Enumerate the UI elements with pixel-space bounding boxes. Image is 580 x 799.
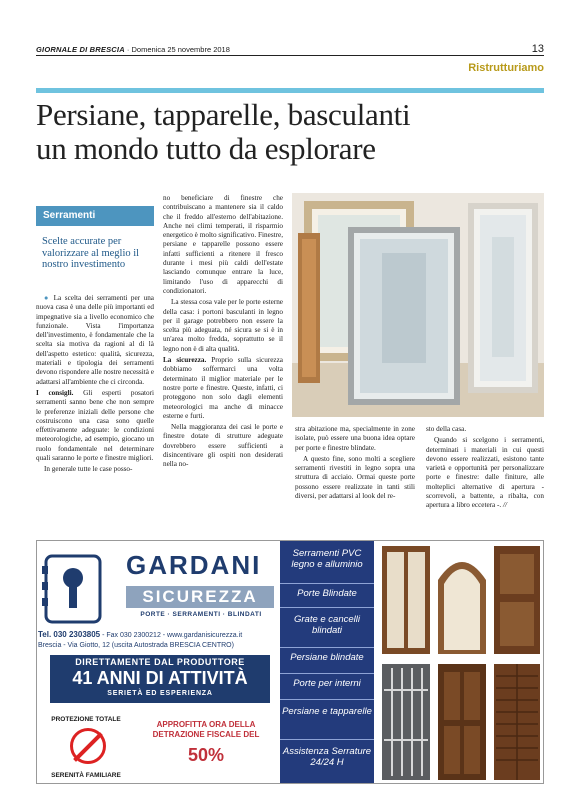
page-number: 13: [531, 43, 544, 55]
ad-menu-item: Grate e cancelli blindati: [280, 608, 374, 648]
article-headline: [36, 98, 546, 166]
window-illustration: [292, 193, 544, 417]
paragraph: stra abitazione ma, specialmente in zone isolate, può essere una buona idea optare per porte e finestre blindate.: [295, 425, 415, 452]
ad-menu-item: Assistenza Serrature 24/24 H: [282, 746, 372, 768]
section-accent-bar: [36, 88, 544, 93]
advertisement-border: [36, 540, 544, 784]
paragraph: A questo fine, sono molti a scegliere serramenti rivestiti in legno sopra una struttura di acciaio. Ormai queste porte possono essere realizzate in tanti stili diversi, per adattarsi al look del re-: [295, 454, 415, 501]
article-photo-windows: [292, 193, 544, 417]
paragraph: Nella maggioranza dei casi le porte e finestre dotate di strutture adeguate dovrebbero essere sufficienti a disincentivare gli ospiti non desiderati nella no-: [163, 423, 283, 469]
end-mark: //: [503, 501, 508, 510]
paragraph: La stessa cosa vale per le porte esterne della casa: i portoni basculanti in legno per il garage potrebbero non essere la scelta più adeguata, né sicura se si è in un'area molto fredda, soprattutto se il legno non è di alta qualità.: [163, 298, 283, 353]
ad-percent: 50%: [187, 745, 225, 765]
article-subhead: Scelte accurate per valorizzare al meglio il nostro investimento: [42, 236, 140, 270]
headline-line-1: Persiane, tapparelle, basculanti: [36, 97, 411, 132]
ad-menu-item: Persiane blindate: [280, 648, 374, 674]
header-divider: [36, 55, 544, 56]
ad-serieta: SERIETÀ ED ESPERIENZA: [107, 690, 213, 697]
paragraph-lead: La sicurezza.: [163, 356, 207, 365]
article-column-4: [426, 425, 544, 513]
article-tag: Serramenti: [36, 206, 154, 226]
ad-brand-sub: SICUREZZA: [126, 586, 274, 608]
ad-direct-line: DIRETTAMENTE DAL PRODUTTORE: [75, 657, 245, 667]
paragraph: ● La scelta dei serramenti per una nuova casa è una delle più importanti ed impegnative sia a livello economico che funzionale. Vista l'importanza dell'investimento, è fondamentale che la scelta sia motiva da ragioni al di là dell'aspetto estetico: qualità, sicurezza, materiali e tipologia dei serramenti devono rispondere alle nostre necessità e adattarsi all'ambiente che ci circonda.: [36, 294, 154, 386]
ad-approfitta: APPROFITTA ORA DELLA DETRAZIONE FISCALE DEL: [152, 720, 260, 739]
article-column-1: [36, 294, 154, 477]
ad-protezione: PROTEZIONE TOTALE: [51, 716, 121, 723]
issue-date: · Domenica 25 novembre 2018: [126, 45, 230, 54]
section-label: Ristrutturiamo: [468, 62, 544, 74]
ad-phone: Tel. 030 2303805: [38, 630, 101, 639]
paragraph: Quando si scelgono i serramenti, determinati i materiali in cui questi devono essere realizzati, esistono tante varietà e opportunità per personalizzare porte e finestre: dalle finiture, alle molteplici alternative di apertura - scorrevoli, a battente, a ribalta, con apertura a libro eccetera -. //: [426, 436, 544, 510]
newspaper-name: GIORNALE DI BRESCIA: [36, 45, 125, 54]
ad-serenita: SERENITÀ FAMILIARE: [51, 772, 121, 779]
ad-menu-item: Persiane e tapparelle: [280, 700, 374, 740]
headline-line-2: un mondo tutto da esplorare: [36, 131, 376, 166]
paragraph: I consigli. Gli esperti posatori serramenti sanno bene che non sempre le preferenze iniziali delle persone che costruiscono una casa sono quelle effettivamente adeguate: le condizioni meteorologiche, ad esempio, giocano un ruolo fondamentale nel determinare quali saranno le porte e finestre migliori.: [36, 388, 155, 463]
paragraph: La sicurezza. Proprio sulla sicurezza dobbiamo soffermarci una volta determinato il miglior materiale per le nostre porte e finestre. Queste, infatti, ci proteggono non solo dagli elementi meteorologici ma anche di minacce esterne e furti.: [163, 356, 283, 420]
ad-menu-item: Porte per interni: [280, 674, 374, 700]
ad-menu-item: Porte Blindate: [280, 584, 374, 608]
ad-brand-name: GARDANI: [126, 550, 262, 580]
paragraph-lead: I consigli.: [36, 388, 74, 397]
article-column-3: [295, 425, 415, 503]
ad-address: Brescia - Via Giotto, 12 (uscita Autostrada BRESCIA CENTRO): [38, 642, 234, 649]
ad-years: 41 ANNI DI ATTIVITÀ: [72, 668, 248, 688]
paragraph: In generale tutte le case posso-: [44, 465, 133, 474]
paragraph: sto della casa.: [426, 425, 467, 433]
bullet-icon: ●: [44, 294, 51, 302]
paragraph: no beneficiare di finestre che contribuiscano a mantenere sia il caldo che il freddo all'esterno dell'abitazione. Anche nei climi temperati, il risparmio energetico è molto significativo. Finestre, persiane e tapparelle possono essere infatti sufficienti a ritenere il fresco durante i mesi più caldi dell'estate lasciando comunque entrare la luce, limitando l'uso di apparecchi di condizionatori.: [163, 194, 283, 295]
ad-categories: PORTE · SERRAMENTI · BLINDATI: [140, 611, 262, 618]
article-column-2: [163, 194, 283, 472]
newspaper-header: [36, 45, 230, 54]
ad-menu-item: Serramenti PVC legno e alluminio: [280, 540, 374, 584]
ad-fax-web: - Fax 030 2300212 - www.gardanisicurezza.it: [100, 632, 243, 639]
